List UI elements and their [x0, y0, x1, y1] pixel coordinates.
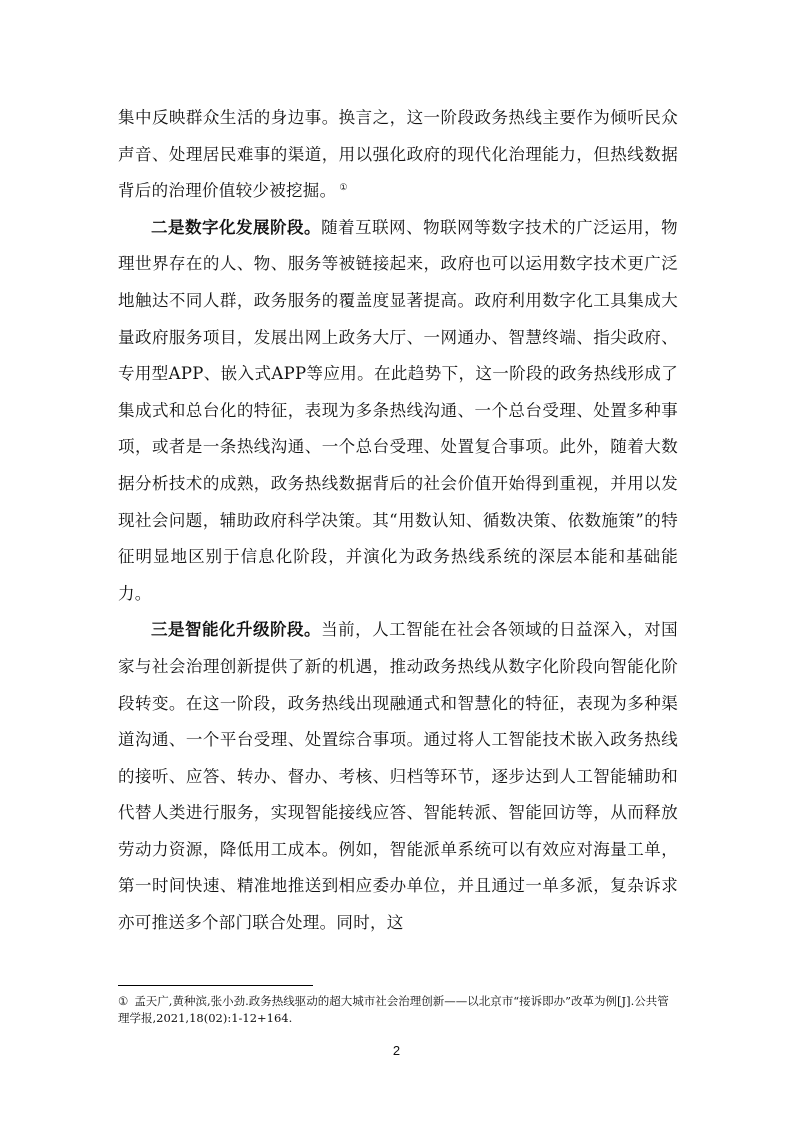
paragraph-3: [118, 612, 678, 941]
paragraph-text: 当前，人工智能在社会各领域的日益深入，对国家与社会治理创新提供了新的机遇，推动政务热线从数字化阶段向智能化阶段转变。在这一阶段，政务热线出现融通式和智慧化的特征，表现为多种渠道沟通、一个平台受理、处置综合事项。通过将人工智能技术嵌入政务热线的接听、应答、转办、督办、考核、归档等环节，逐步达到人工智能辅助和代替人类进行服务，实现智能接线应答、智能转派、智能回访等，从而释放劳动力资源，降低用工成本。例如，智能派单系统可以有效应对海量工单，第一时间快速、精准地推送到相应委办单位，并且通过一单多派，复杂诉求亦可推送多个部门联合处理。同时，这: [118, 620, 678, 933]
footnote: [118, 993, 678, 1027]
footnote-text: 孟天广,黄种滨,张小劲.政务热线驱动的超大城市社会治理创新——以北京市“接诉即办”改革为例[J].公共管理学报,2021,18(02):1-12+164.: [118, 994, 669, 1025]
paragraph-lead: 二是数字化发展阶段。: [151, 217, 322, 237]
paragraph-lead: 三是智能化升级阶段。: [151, 620, 322, 640]
paragraph-1: [118, 100, 678, 210]
page-number: 2: [392, 1043, 401, 1058]
footnote-number: ①: [118, 994, 129, 1008]
paragraph-2: [118, 210, 678, 613]
paragraph-text: 随着互联网、物联网等数字技术的广泛运用，物理世界存在的人、物、服务等被链接起来，政府也可以运用数字技术更广泛地触达不同人群，政务服务的覆盖度显著提高。政府利用数字化工具集成大量政府服务项目，发展出网上政务大厅、一网通办、智慧终端、指尖政府、专用型APP、嵌入式APP等应用。在此趋势下，这一阶段的政务热线形成了集成式和总台化的特征，表现为多条热线沟通、一个总台受理、处置多种事项，或者是一条热线沟通、一个总台受理、处置复合事项。此外，随着大数据分析技术的成熟，政务热线数据背后的社会价值开始得到重视，并用以发现社会问题，辅助政府科学决策。其“用数认知、循数决策、依数施策”的特征明显地区别于信息化阶段，并演化为政务热线系统的深层本能和基础能力。: [118, 217, 678, 603]
footnote-separator: [118, 985, 313, 986]
body-text: [118, 100, 678, 942]
footnote-reference[interactable]: ①: [339, 182, 348, 193]
paragraph-text: 集中反映群众生活的身边事。换言之，这一阶段政务热线主要作为倾听民众声音、处理居民难事的渠道，用以强化政府的现代化治理能力，但热线数据背后的治理价值较少被挖掘。: [118, 108, 678, 201]
